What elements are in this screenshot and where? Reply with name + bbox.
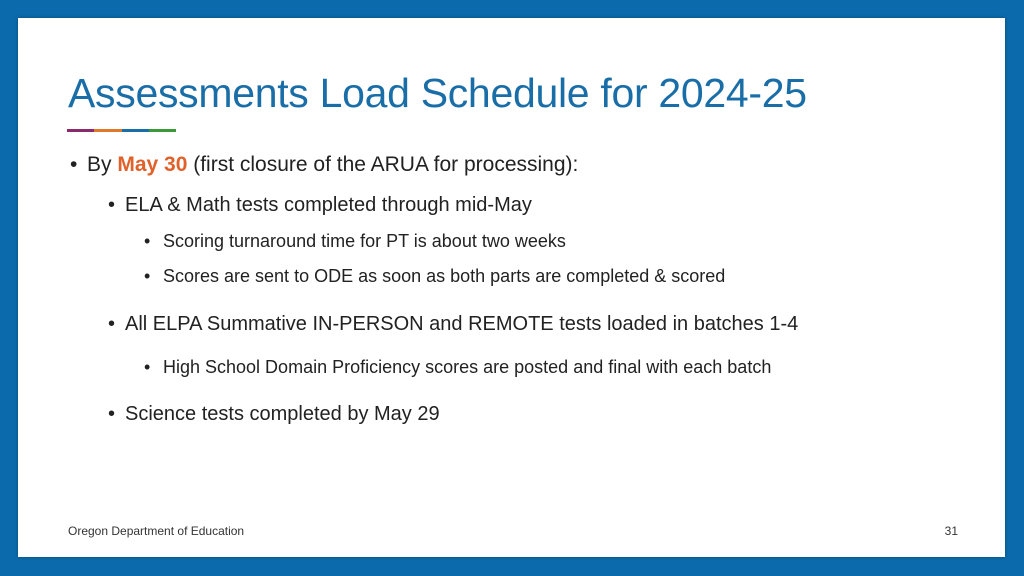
title-accent-rule — [67, 129, 176, 132]
bullet-text: Science tests completed by May 29 — [125, 403, 440, 425]
bullet-text: Scores are sent to ODE as soon as both parts are completed & scored — [163, 266, 726, 286]
bullet-icon: • — [144, 231, 151, 251]
bullet-icon: • — [108, 313, 116, 335]
bullet-icon: • — [108, 403, 116, 425]
bullet-text: All ELPA Summative IN-PERSON and REMOTE tests loaded in batches 1-4 — [125, 313, 799, 335]
bullet-high-school-domain — [144, 357, 771, 378]
accent-segment-orange — [94, 129, 121, 132]
bullet-may-30 — [70, 153, 578, 177]
bullet-text: High School Domain Proficiency scores are posted and final with each batch — [163, 357, 772, 377]
accent-segment-green — [149, 129, 176, 132]
slide — [18, 18, 1005, 557]
bullet-elpa-summative — [108, 313, 798, 336]
bullet-icon: • — [70, 153, 78, 176]
slide-title: Assessments Load Schedule for 2024-25 — [68, 70, 807, 116]
bullet-text-prefix: By — [87, 153, 118, 176]
accent-segment-blue — [122, 129, 149, 132]
bullet-scoring-turnaround — [144, 231, 566, 252]
bullet-icon: • — [144, 357, 151, 377]
page-number: 31 — [944, 524, 958, 538]
bullet-icon: • — [144, 266, 151, 286]
bullet-text: ELA & Math tests completed through mid-May — [125, 194, 532, 216]
accent-segment-purple — [67, 129, 94, 132]
bullet-scores-sent — [144, 266, 725, 287]
bullet-ela-math — [108, 194, 532, 217]
bullet-text-suffix: (first closure of the ARUA for processing): — [187, 153, 579, 176]
bullet-science-tests — [108, 403, 440, 426]
footer-organization: Oregon Department of Education — [68, 524, 245, 538]
highlight-date: May 30 — [117, 153, 188, 176]
bullet-icon: • — [108, 194, 116, 216]
bullet-text: Scoring turnaround time for PT is about two weeks — [163, 231, 566, 251]
